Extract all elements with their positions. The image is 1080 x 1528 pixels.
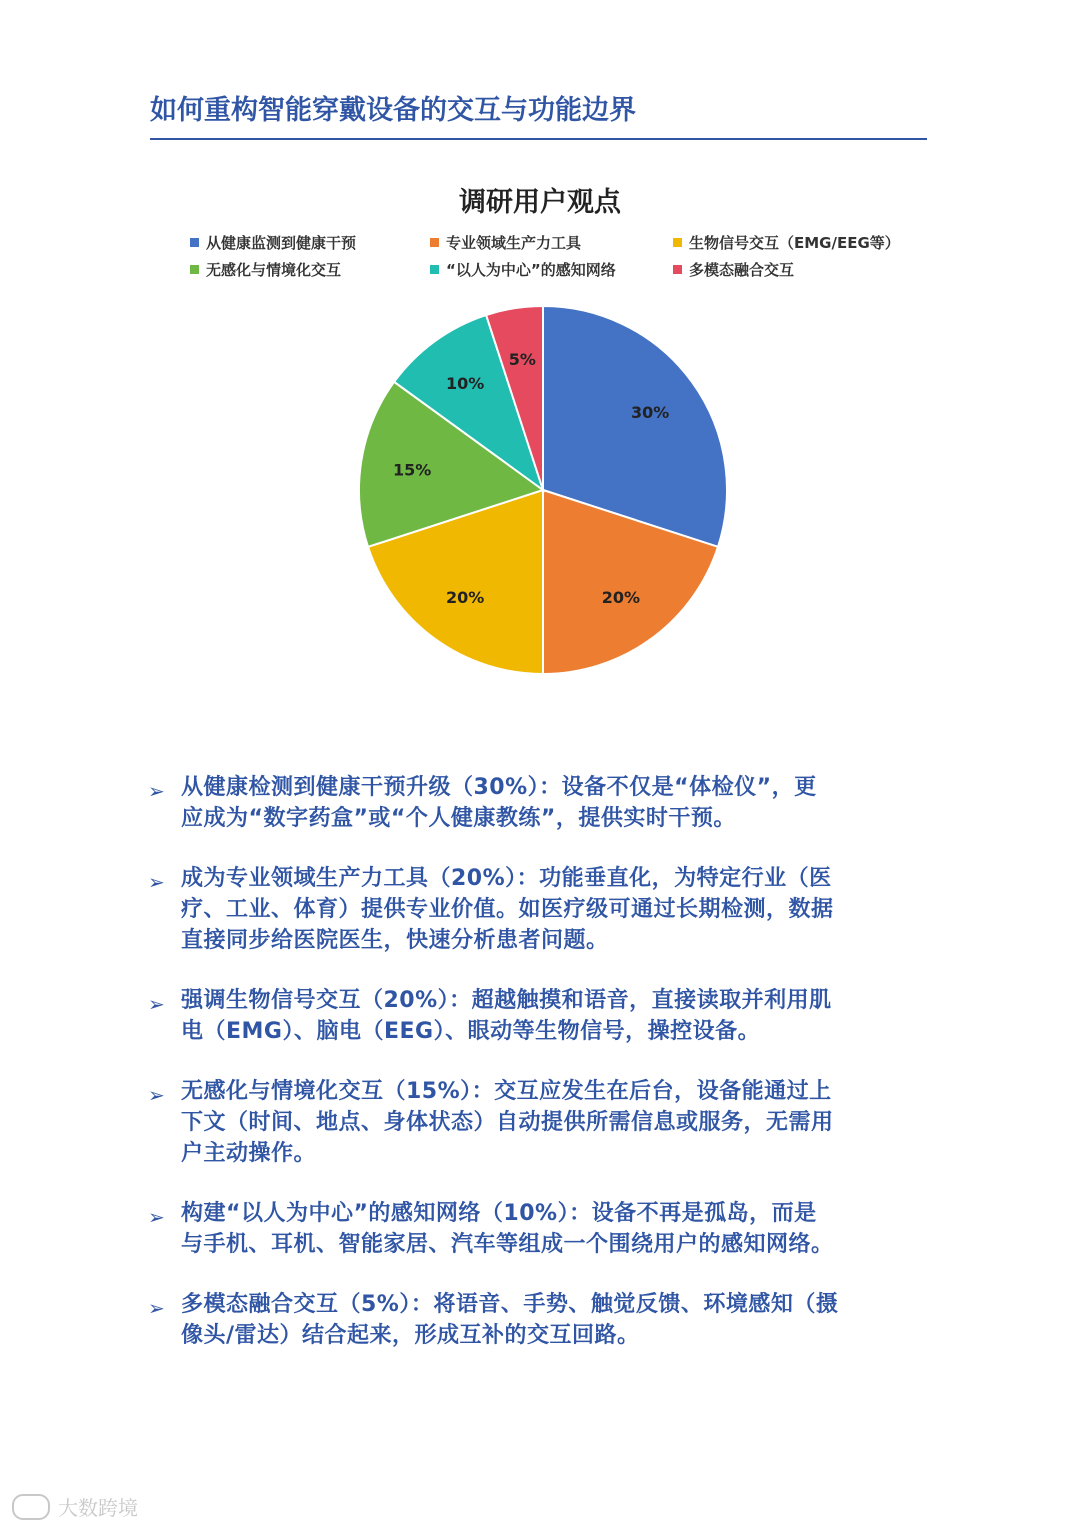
bullet-text xyxy=(181,1076,941,1169)
bullet-arrow-icon: ➢ xyxy=(148,992,165,1016)
bullet-arrow-icon: ➢ xyxy=(148,1205,165,1229)
bullet-arrow-icon: ➢ xyxy=(148,1296,165,1320)
legend-label: 专业领域生产力工具 xyxy=(446,234,582,252)
bullet-line: 像头/雷达）结合起来，形成互补的交互回路。 xyxy=(181,1323,640,1348)
watermark xyxy=(12,1492,138,1521)
bullet-arrow-icon: ➢ xyxy=(148,1083,165,1107)
pie-data-label: 5% xyxy=(508,350,536,370)
chart-title: 调研用户观点 xyxy=(459,187,621,218)
legend-label: 多模态融合交互 xyxy=(689,261,795,279)
pie-data-label: 20% xyxy=(601,588,641,608)
watermark-text: 大数跨境 xyxy=(58,1496,138,1520)
bullet-line: 下文（时间、地点、身体状态）自动提供所需信息或服务，无需用 xyxy=(181,1110,834,1135)
pie-data-label: 10% xyxy=(445,373,485,393)
bullet-line: 成为专业领域生产力工具（20%）：功能垂直化，为特定行业（医 xyxy=(181,866,832,891)
bullet-line: 从健康检测到健康干预升级（30%）：设备不仅是“体检仪”，更 xyxy=(181,775,817,800)
bullet-text xyxy=(181,985,941,1047)
bullet-text xyxy=(181,1289,941,1351)
pie-chart xyxy=(0,0,1080,720)
page-title: 如何重构智能穿戴设备的交互与功能边界 xyxy=(150,95,636,126)
bullet-line: 无感化与情境化交互（15%）：交互应发生在后台，设备能通过上 xyxy=(181,1079,832,1104)
bullet-line: 直接同步给医院医生，快速分析患者问题。 xyxy=(181,928,609,953)
bullet-line: 强调生物信号交互（20%）：超越触摸和语音，直接读取并利用肌 xyxy=(181,988,832,1013)
bullet-line: 构建“以人为中心”的感知网络（10%）：设备不再是孤岛，而是 xyxy=(181,1201,817,1226)
bullet-line: 户主动操作。 xyxy=(181,1141,317,1166)
bullet-arrow-icon: ➢ xyxy=(148,779,165,803)
legend-label: 从健康监测到健康干预 xyxy=(206,234,357,252)
legend-label: 无感化与情境化交互 xyxy=(206,261,342,279)
pie-data-label: 20% xyxy=(445,588,485,608)
legend-label: 生物信号交互（EMG/EEG等） xyxy=(689,234,900,252)
pie-data-label: 15% xyxy=(393,460,432,480)
bullet-line: 多模态融合交互（5%）：将语音、手势、触觉反馈、环境感知（摄 xyxy=(181,1292,839,1317)
watermark-logo-icon xyxy=(12,1494,50,1520)
bullet-line: 电（EMG）、脑电（EEG）、眼动等生物信号，操控设备。 xyxy=(181,1019,761,1044)
bullet-text xyxy=(181,772,941,834)
bullet-line: 与手机、耳机、智能家居、汽车等组成一个围绕用户的感知网络。 xyxy=(181,1232,834,1257)
bullet-text xyxy=(181,1198,941,1260)
legend-label: “以人为中心”的感知网络 xyxy=(446,261,616,279)
bullet-text xyxy=(181,863,941,956)
bullet-arrow-icon: ➢ xyxy=(148,870,165,894)
bullet-line: 应成为“数字药盒”或“个人健康教练”，提供实时干预。 xyxy=(181,806,736,831)
bullet-line: 疗、工业、体育）提供专业价值。如医疗级可通过长期检测，数据 xyxy=(181,897,834,922)
pie-data-label: 30% xyxy=(631,403,670,423)
